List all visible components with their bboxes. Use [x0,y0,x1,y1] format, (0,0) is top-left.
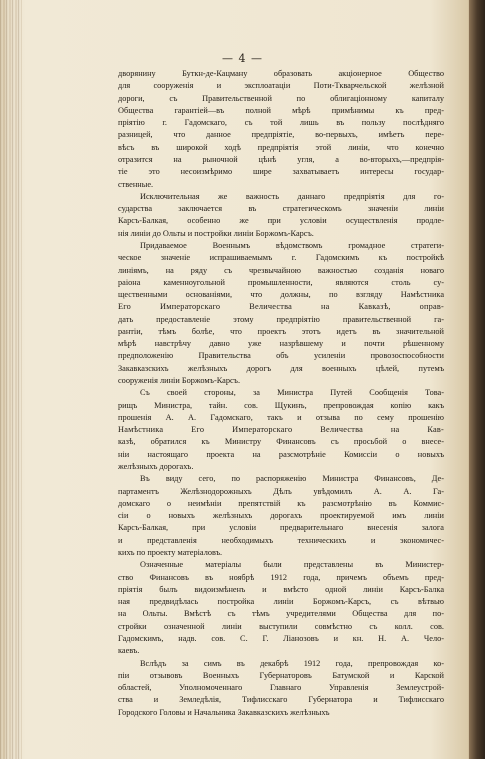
text-line: казѣ, обратился къ Министру Финансовъ съ просьбой о внесе- [118,437,444,447]
text-line: Закавказскихъ желѣзныхъ дорогъ для военныхъ цѣлей, путемъ [118,363,444,373]
text-line: Карсъ-Балкая, при условіи предварительнаго внесенія залога [118,523,444,533]
text-line: нія линіи до Ольты и постройки линіи Боржомъ-Карсъ. [118,228,314,238]
paragraph [118,240,444,387]
text-line: ственные. [118,179,154,189]
text-line: областей, Уполномоченнаго Главнаго Управленія Землеустрой- [118,683,444,693]
text-line: Намѣстника Его Императорскаго Величества на Кав- [118,425,444,435]
text-line: стройки означенной линіи выступили совмѣстно съ колл. сов. [118,621,444,631]
text-line: партаментъ Желѣзнодорожныхъ Дѣлъ увѣдомилъ А. А. Га- [118,486,444,496]
text-line: Вслѣдъ за симъ въ декабрѣ 1912 года, препровождая ко- [140,658,444,668]
text-line: Съ своей стороны, за Министра Путей Сообщенія Това- [140,388,444,398]
text-line: щественными основаніями, что должны, по взгляду Намѣстника [118,290,444,300]
paragraph [118,559,444,657]
paragraph [118,473,444,559]
text-line: пріятію г. Гадомскаго, съ той лишь въ пользу послѣдняго [118,118,444,128]
document-body [118,68,444,719]
text-line: Гадомскимъ, надв. сов. С. Г. Ліанозовъ и кн. Н. А. Чело- [118,633,444,643]
text-line: кихъ по проекту матеріаловъ. [118,547,223,557]
text-line: дать предоставленіе этому предпріятію правительственной га- [118,314,444,324]
book-binding-edge [0,0,22,759]
text-line: Общества гарантіей—въ полной мѣрѣ примѣнимы къ пред- [118,105,444,115]
text-line: прошенія А. А. Гадомскаго, такъ и отзыва по сему прошенію [118,412,444,422]
text-line: рищъ Министра, тайн. сов. Щукинъ, препровождая копію какъ [118,400,444,410]
text-line: разницей, что данное предпріятіе, во-первыхъ, имѣетъ пере- [118,130,444,140]
text-line: дороги, съ Правительственной по облигаціонному капиталу [118,93,444,103]
text-line: на Ольты. Вмѣстѣ съ тѣмъ учредителями Общества для по- [118,609,444,619]
text-line: ческое значеніе испрашиваемымъ г. Гадомскимъ къ постройкѣ [118,253,444,263]
text-line: сіи о новыхъ желѣзныхъ дорогахъ проектируемой имъ линіи [118,511,444,521]
text-line: піи отзывовъ Военныхъ Губернаторовъ Батумской и Карской [118,670,444,680]
text-line: линіямъ, на ряду съ чрезвычайною важностью созданія новаго [118,265,444,275]
text-line: домскаго о неимѣніи препятствій къ разсмотрѣнію въ Коммис- [118,498,444,508]
text-line: предположенію Правительства объ усиленіи провозоспособности [118,351,444,361]
text-line: Въ виду сего, по распоряженію Министра Финансовъ, Де- [140,474,444,484]
text-line: сооруженія линіи Боржомъ-Карсъ. [118,376,241,386]
text-line: тіе это несоизмѣримо шире захватываетъ интересы государ- [118,167,444,177]
text-line: рантіи, тѣмъ болѣе, что проектъ этотъ идетъ въ значительной [118,326,444,336]
paragraph [118,387,444,473]
text-line: Исключительная же важность даннаго предпріятія для го- [140,191,444,201]
page-right-edge [469,0,485,759]
text-line: Карсъ-Балкая, особенно же при условіи осуществленія продле- [118,216,444,226]
text-line: дворянину Буткн-де-Кацману образовать акціонерное Общество [118,69,444,78]
page-number: — 4 — [222,52,263,65]
text-line: сударства заключается въ стратегическомъ значеніи линіи [118,204,444,214]
text-line: пріятія былъ видоизмѣненъ и вмѣсто одной линіи Карсъ-Балка [118,584,444,594]
text-line: раіона каменноугольной промышленности, являются столь су- [118,277,444,287]
text-line: желѣзныхъ дорогахъ. [118,462,194,471]
text-line: каевъ. [118,646,140,656]
paragraph [118,658,444,719]
text-line: вѣсъ въ широкой ходѣ предпріятія этой линіи, что конечно [118,142,444,152]
text-line: Городского Головы и Начальника Закавказскихъ желѣзныхъ [118,707,330,717]
text-line: Его Императорскаго Величества на Кавказѣ, оправ- [118,302,444,312]
text-line: для сооруженія и эксплоатаціи Поти-Ткварчельской желѣзной [118,81,444,91]
text-line: ніи настоящаго проекта на разсмотрѣніе Комиссіи о новыхъ [118,449,444,459]
text-line: отразится на рыночной цѣнѣ угля, а во-вторыхъ,—предпрія- [118,154,444,164]
text-line: ства и Земледѣлія, Тифлисскаго Губернатора и Тифлисскаго [118,695,444,705]
text-line: Придаваемое Военнымъ вѣдомствомъ громадное стратеги- [140,240,444,250]
text-line: ная предвидѣлась постройка линіи Боржомъ-Карсъ, съ вѣтвью [118,597,444,607]
text-line: Означенные матеріалы были представлены въ Министер- [140,560,444,570]
paragraph [118,68,444,191]
text-line: и представленія необходимыхъ техническихъ и экономичес- [118,535,444,545]
text-line: мѣрѣ навстрѣчу давно уже назрѣвшему и почти рѣшенному [118,339,444,349]
paragraph [118,191,444,240]
text-line: ство Финансовъ въ ноябрѣ 1912 года, причемъ объемъ пред- [118,572,444,582]
